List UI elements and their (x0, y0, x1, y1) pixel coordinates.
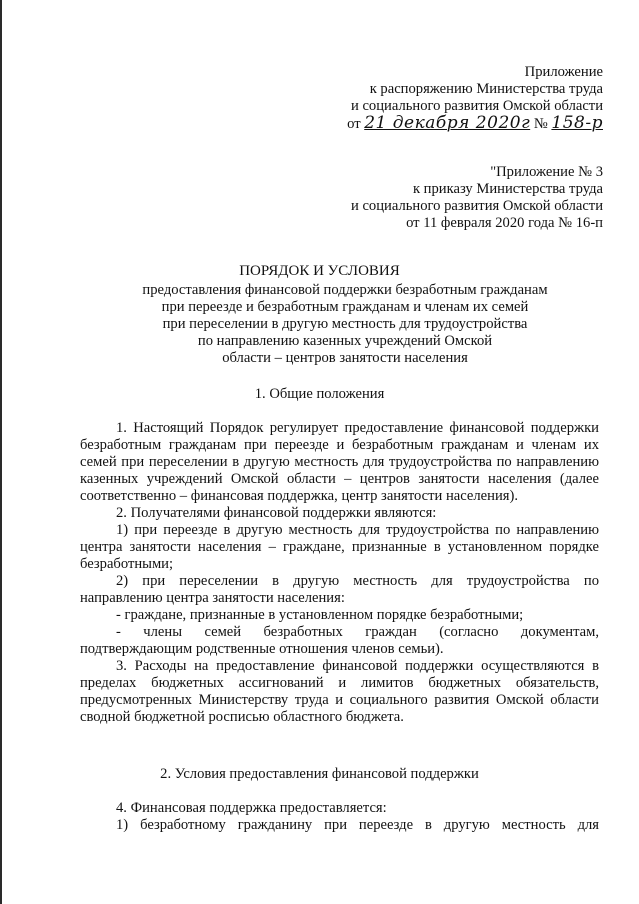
appendix3-reference: к приказу Министерства труда (412, 181, 603, 197)
section2-heading: 2. Условия предоставления финансовой поддержки (160, 766, 479, 782)
subtitle-line: при переселении в другую местность для трудоустройства (162, 316, 528, 332)
section1-body (80, 420, 599, 726)
subtitle-line: области – центров занятости населения (222, 350, 468, 366)
paragraph: 2. Получателями финансовой поддержки являются: (116, 505, 437, 521)
document-subtitle (110, 282, 580, 367)
paragraph: 4. Финансовая поддержка предоставляется: (116, 800, 387, 816)
subtitle-line: предоставления финансовой поддержки безработным гражданам (142, 282, 548, 298)
paragraph: - граждане, признанные в установленном порядке безработными; (116, 607, 524, 623)
number-prefix: № (533, 116, 548, 132)
appendix-header (347, 64, 603, 133)
section2-body (80, 800, 599, 834)
paragraph: 2) при переселении в другую местность для трудоустройства по направлению центра занятости населения: (80, 573, 599, 606)
paragraph: 1) при переезде в другую местность для трудоустройства по направлению центра занятости населения – граждане, признанные в установленном порядке безработными; (80, 522, 599, 572)
appendix3-ministry: и социального развития Омской области (351, 198, 603, 214)
appendix-reference: к распоряжению Министерства труда (369, 81, 603, 97)
handwritten-number: 158-р (551, 113, 603, 133)
appendix-ministry: и социального развития Омской области (351, 98, 603, 114)
appendix3-label: "Приложение № 3 (490, 164, 603, 180)
paragraph: - члены семей безработных граждан (согласно документам, подтверждающим родственные отношения членов семьи). (80, 624, 599, 657)
document-title: ПОРЯДОК И УСЛОВИЯ (239, 263, 400, 279)
appendix-date-line (347, 115, 603, 133)
appendix3-header (351, 164, 603, 232)
paragraph: 1) безработному гражданину при переезде в другую местность для (116, 817, 599, 833)
subtitle-line: при переезде и безработным гражданам и членам их семей (161, 299, 529, 315)
appendix-label: Приложение (524, 64, 603, 80)
handwritten-date: 21 декабря 2020г (364, 113, 531, 133)
paragraph: 1. Настоящий Порядок регулирует предоставление финансовой поддержки безработным гражданам при переезде и безработным гражданам и членам их семей при переселении в другую местность для трудоустройства по направлению казенных учреждений Омской области – центров занятости населения (далее соответственно – финансовая поддержка, центр занятости населения). (80, 420, 599, 504)
subtitle-line: по направлению казенных учреждений Омской (197, 333, 493, 349)
paragraph: 3. Расходы на предоставление финансовой поддержки осуществляются в пределах бюджетных ассигнований и лимитов бюджетных обязательств, предусмотренных Министерству труда и социального развития Омской области сводной бюджетной росписью областного бюджета. (80, 658, 599, 725)
section1-heading: 1. Общие положения (254, 386, 385, 402)
appendix3-date: от 11 февраля 2020 года № 16-п (406, 215, 603, 231)
date-prefix: от (347, 116, 361, 132)
